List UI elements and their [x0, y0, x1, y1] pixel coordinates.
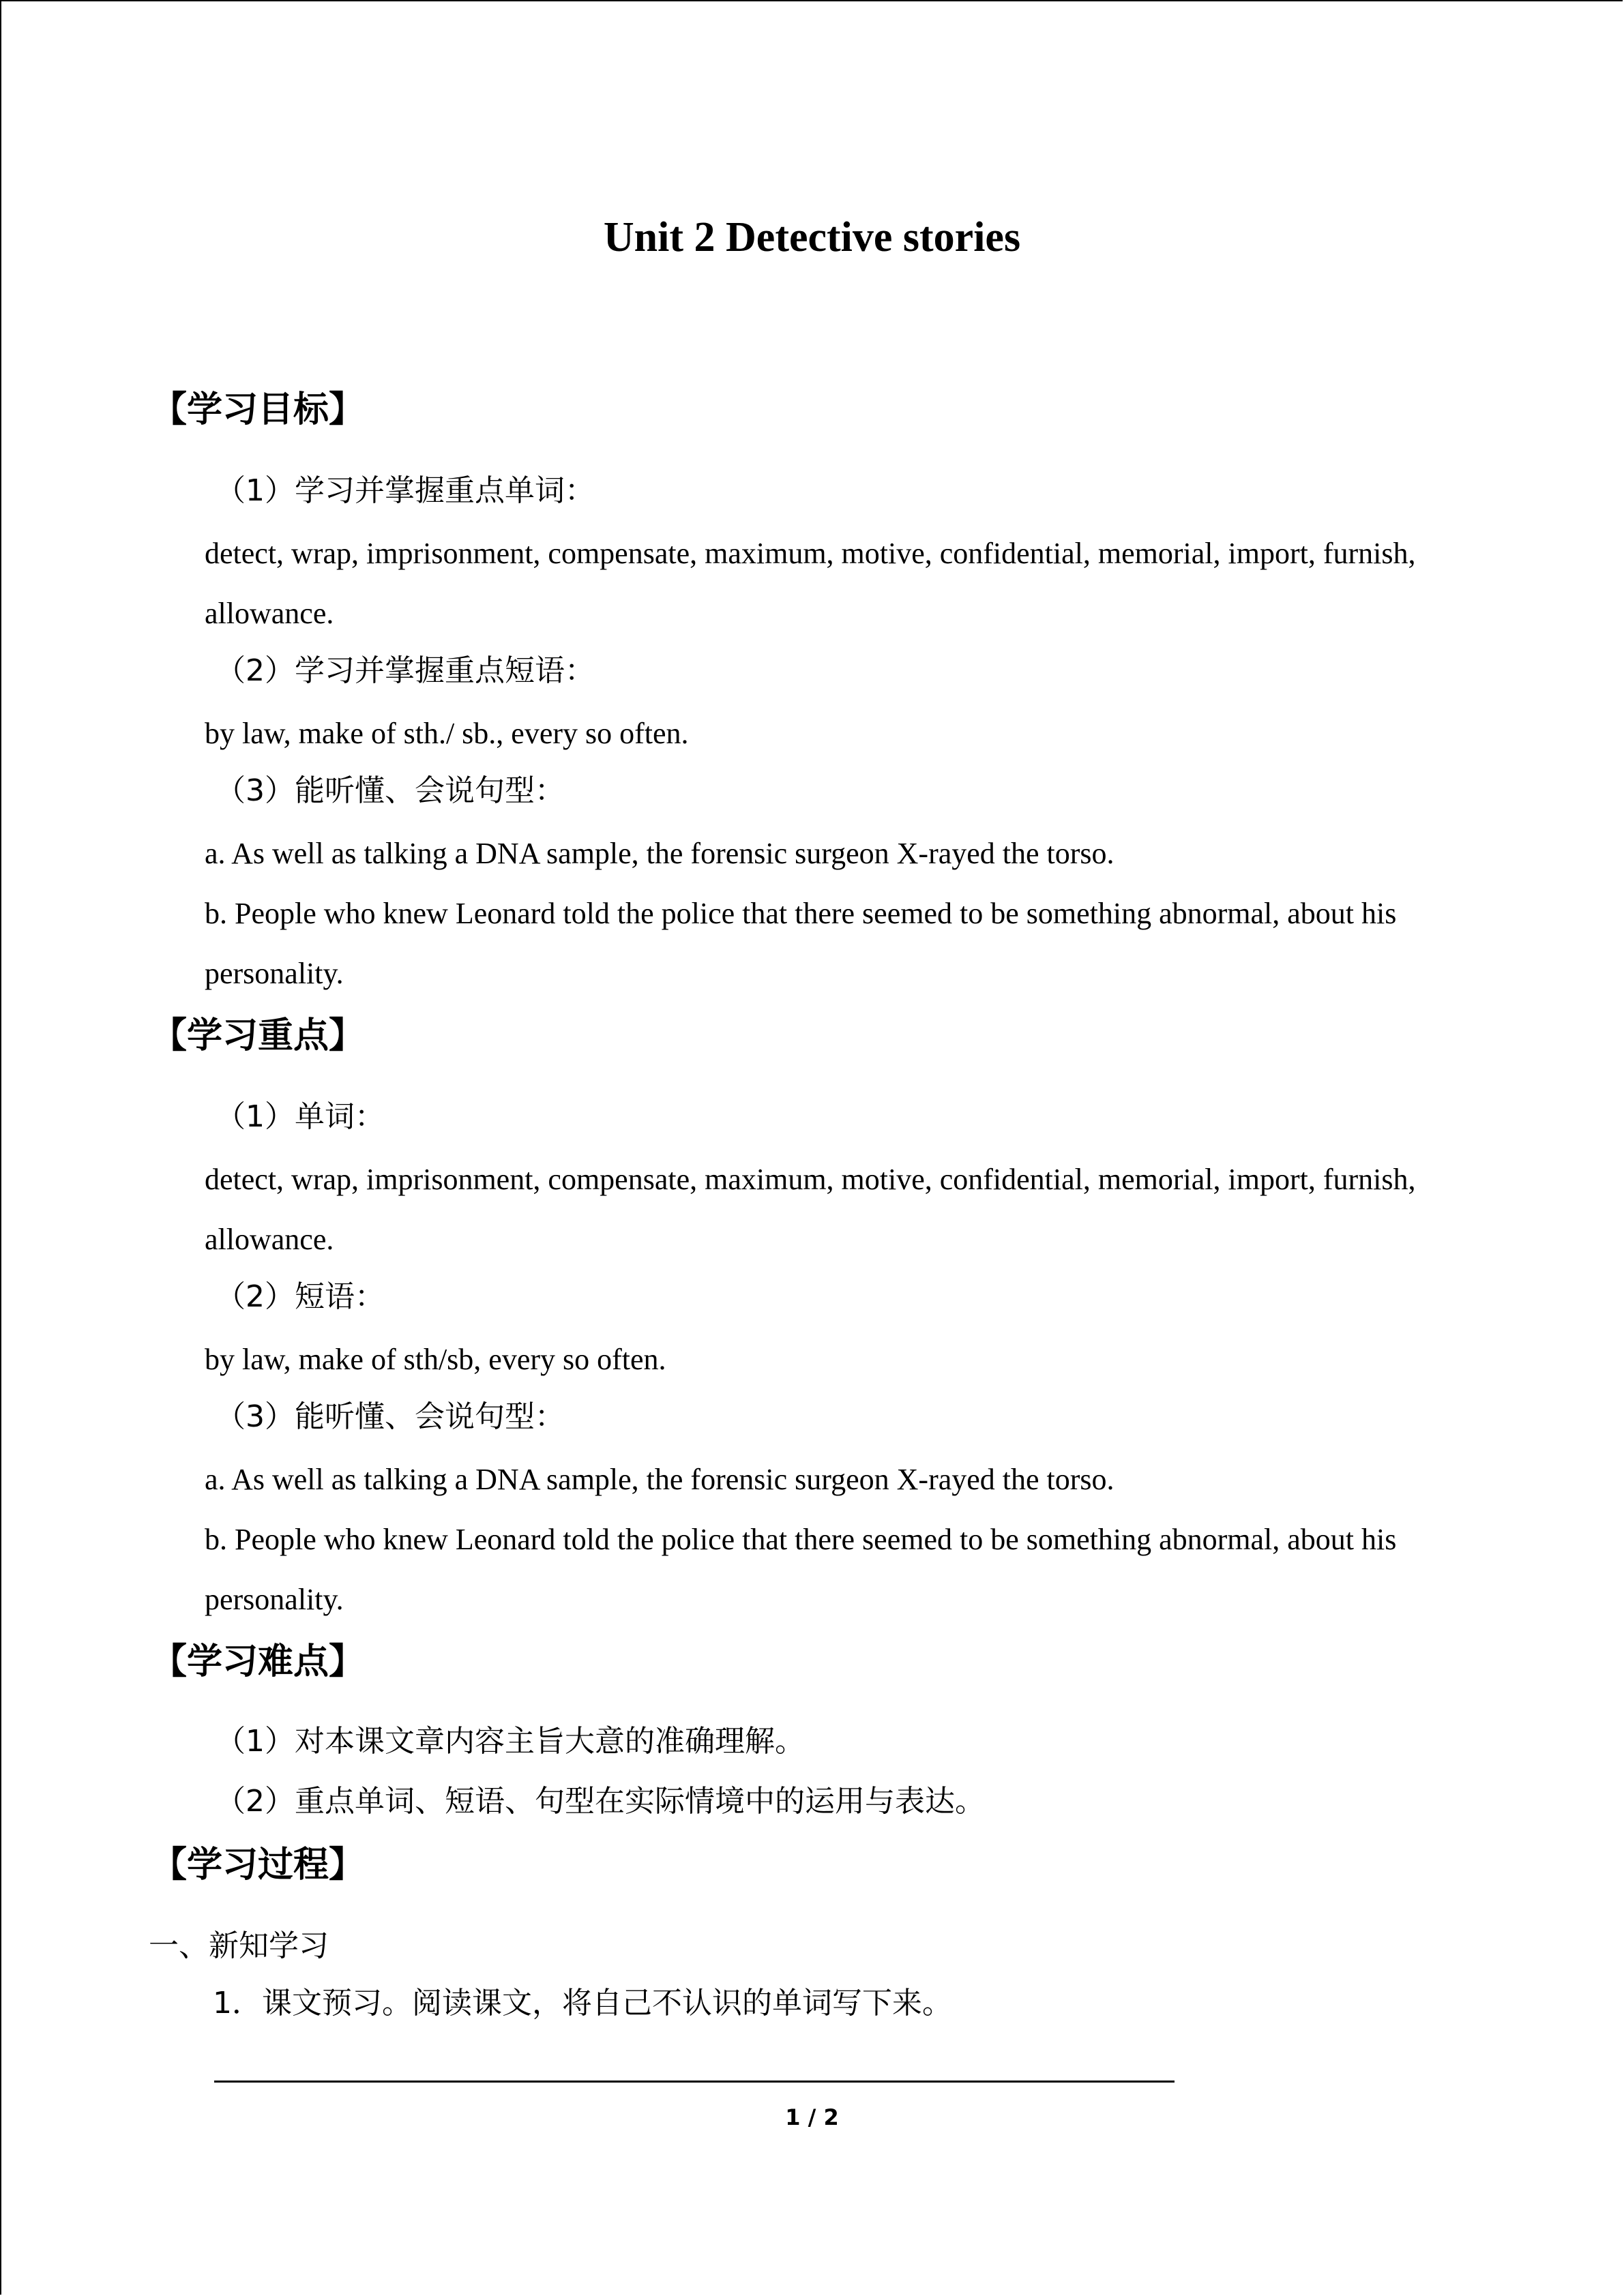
objectives-item-1: （1）学习并掌握重点单词： [216, 473, 595, 508]
difficulties-item-2: （2）重点单词、短语、句型在实际情境中的运用与表达。 [216, 1784, 985, 1819]
page-number: 1 / 2 [785, 2104, 839, 2130]
objectives-sentence-b: b. People who knew Leonard told the police that there seemed to be something abnormal, about his personality. [205, 897, 1397, 990]
key-points-words: detect, wrap, imprisonment, compensate, maximum, motive, confidential, memorial, import, furnish, allowance. [205, 1163, 1416, 1256]
key-points-phrases: by law, make of sth/sb, every so often. [205, 1343, 666, 1376]
objectives-item-2: （2）学习并掌握重点短语： [216, 653, 595, 688]
key-points-item-2: （2）短语： [216, 1279, 385, 1314]
objectives-phrases: by law, make of sth./ sb., every so often. [205, 717, 689, 750]
key-points-item-3: （3）能听懂、会说句型： [216, 1399, 565, 1434]
heading-objectives: 【学习目标】 [151, 389, 365, 430]
heading-key-points: 【学习重点】 [151, 1015, 365, 1056]
process-part-1: 一、新知学习 [149, 1928, 329, 1963]
objectives-item-3: （3）能听懂、会说句型： [216, 773, 565, 808]
document-title: Unit 2 Detective stories [603, 214, 1021, 260]
objectives-words: detect, wrap, imprisonment, compensate, maximum, motive, confidential, memorial, import, furnish, allowance. [205, 537, 1416, 630]
answer-line [214, 2081, 1175, 2083]
key-points-sentence-b: b. People who knew Leonard told the police that there seemed to be something abnormal, about his personality. [205, 1523, 1397, 1616]
heading-difficulties: 【学习难点】 [151, 1641, 365, 1682]
objectives-sentence-a: a. As well as talking a DNA sample, the forensic surgeon X-rayed the torso. [205, 837, 1114, 870]
difficulties-item-1: （1）对本课文章内容主旨大意的准确理解。 [216, 1724, 805, 1759]
heading-process: 【学习过程】 [151, 1845, 365, 1885]
process-task-1: 1．课文预习。阅读课文，将自己不认识的单词写下来。 [213, 1986, 952, 2021]
key-points-item-1: （1）单词： [216, 1099, 385, 1134]
key-points-sentence-a: a. As well as talking a DNA sample, the forensic surgeon X-rayed the torso. [205, 1463, 1114, 1496]
